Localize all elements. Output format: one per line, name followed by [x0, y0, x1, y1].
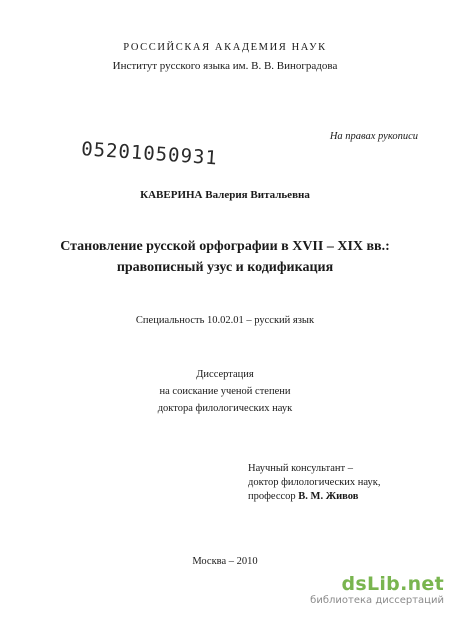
consultant-name: В. М. Живов — [298, 491, 359, 502]
title-line-1: Становление русской орфографии в XVII – XIX вв.: — [60, 239, 390, 254]
organization-name: РОССИЙСКАЯ АКАДЕМИЯ НАУК — [123, 42, 327, 53]
manuscript-rights-note: На правах рукописи — [329, 131, 418, 142]
degree-line-3: доктора филологических наук — [157, 403, 293, 414]
watermark-logo[interactable]: dsLib.net — [341, 573, 444, 595]
dissertation-degree — [0, 366, 450, 417]
degree-line-1: Диссертация — [196, 369, 254, 380]
consultant-line-1: Научный консультант – — [248, 463, 353, 474]
dissertation-title — [0, 236, 450, 278]
institute-name: Институт русского языка им. В. В. Виноградова — [112, 60, 338, 72]
consultant-line-3 — [248, 490, 428, 504]
title-line-2: правописный узус и кодификация — [116, 260, 334, 275]
specialty: Специальность 10.02.01 – русский язык — [135, 315, 315, 326]
degree-line-2: на соискание ученой степени — [159, 386, 291, 397]
scientific-consultant — [248, 462, 428, 504]
handwritten-number: 05201050931 — [80, 138, 219, 170]
consultant-line-2: доктор филологических наук, — [248, 477, 381, 488]
watermark[interactable] — [304, 573, 444, 607]
watermark-subtitle: библиотека диссертаций — [310, 595, 444, 606]
consultant-title: профессор — [248, 491, 296, 502]
city-year: Москва – 2010 — [192, 556, 258, 567]
author-name: КАВЕРИНА Валерия Витальевна — [140, 189, 310, 201]
